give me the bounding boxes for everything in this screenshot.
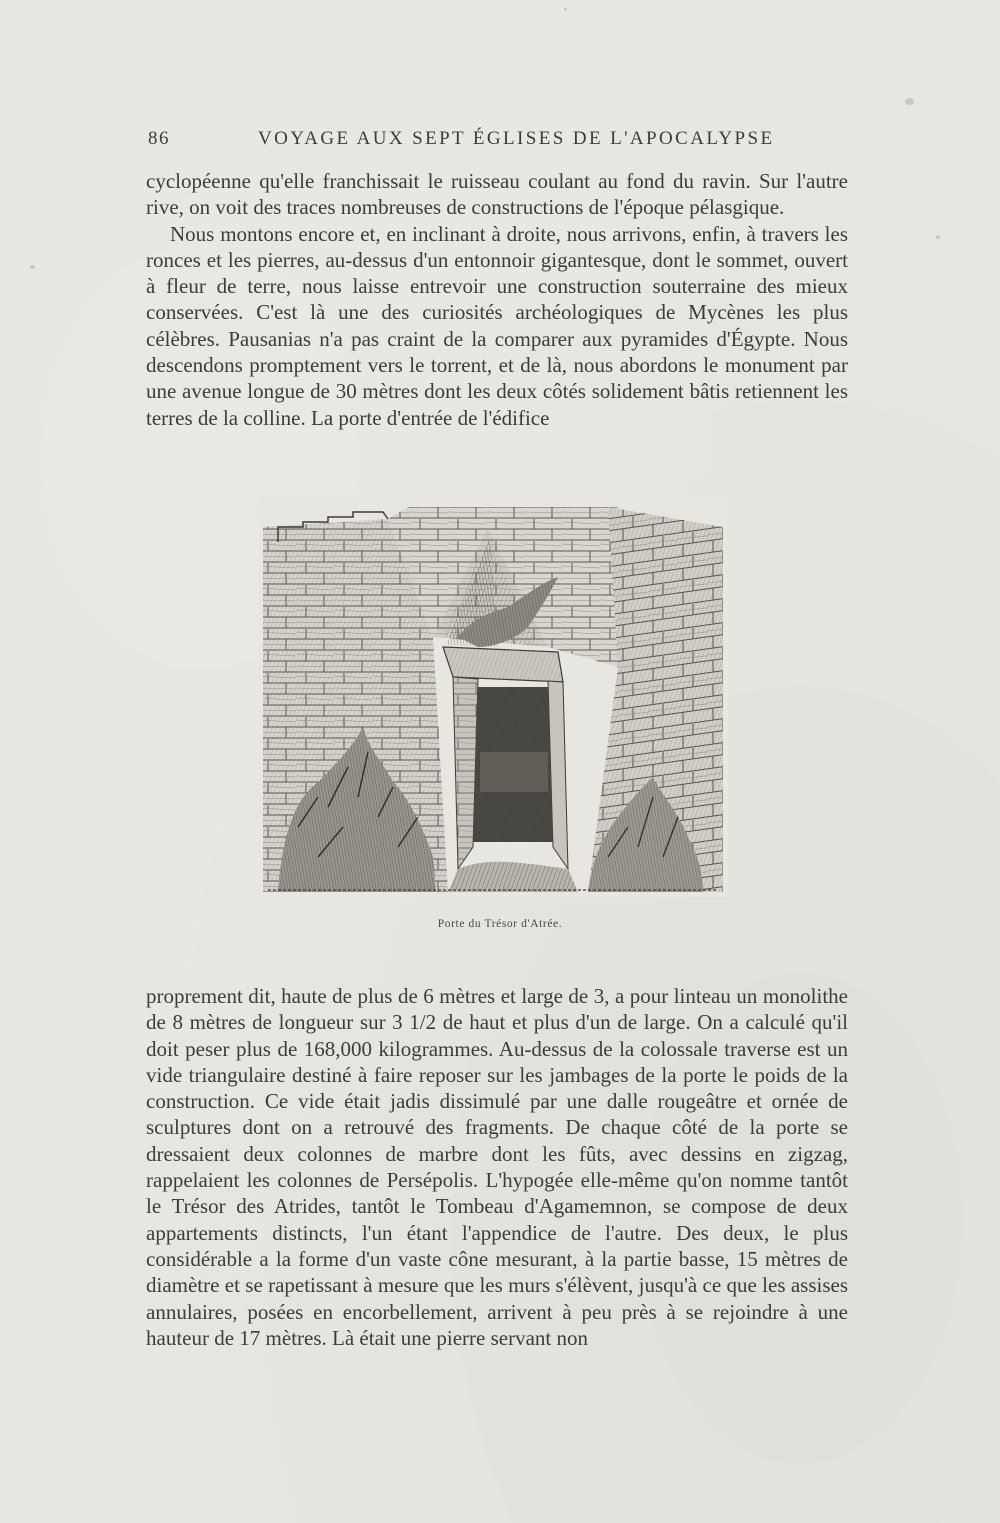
figure-caption: Porte du Trésor d'Atrée. bbox=[437, 918, 563, 930]
paragraph: Nous montons encore et, en inclinant à droite, nous arrivons, enfin, à travers les ronces et les pierres, au-dessus d'un entonnoir gigantesque, dont le sommet, ouvert à fleur de terre, nous laisse entrevoir une construction souterraine des mieux conservées. C'est là une des curiosités archéologiques de Mycènes les plus célèbres. Pausanias n'a pas craint de la comparer aux pyramides d'Égypte. Nous descendons promptement vers le torrent, et de là, nous abordons le monument par une avenue longue de 30 mètres dont les deux côtés solidement bâtis retiennent les terres de la colline. La porte d'entrée de l'édifice bbox=[146, 221, 848, 430]
paragraph: proprement dit, haute de plus de 6 mètres et large de 3, a pour linteau un monolithe de 8 mètres de longueur sur 3 1/2 de haut et plus d'un de large. On a calculé qu'il doit peser plus de 168,000 kilogrammes. Au-dessus de la colossale traverse est un vide triangulaire destiné à faire reposer sur les jambages de la porte le poids de la construction. Ce vide était jadis dissimulé par une dalle rougeâtre et ornée de sculptures dont on a retrouvé des fragments. De chaque côté de la porte se dressaient deux colonnes de marbre dont les fûts, avec dessins en zigzag, rappelaient les colonnes de Persépolis. L'hypogée elle-même qu'on nomme tantôt le Trésor des Atrides, tantôt le Tombeau d'Agamemnon, se compose de deux appartements distincts, l'un étant l'appendice de l'autre. Des deux, le plus considérable a la forme d'un vaste cône mesurant, à la partie basse, 15 mètres de diamètre et se rapetissant à mesure que les murs s'élèvent, jusqu'à ce que les assises annulaires, posées en encorbellement, arrivent à peu près à se rejoindre à une hauteur de 17 mètres. Là était une pierre servant non bbox=[146, 984, 848, 1350]
running-title: VOYAGE AUX SEPT ÉGLISES DE L'APOCALYPSE bbox=[258, 128, 775, 149]
paper-speck bbox=[564, 8, 567, 11]
engraving-illustration bbox=[258, 497, 728, 897]
paper-speck bbox=[30, 265, 35, 269]
body-text-bottom bbox=[146, 983, 848, 1351]
page-number: 86 bbox=[148, 128, 170, 149]
running-head bbox=[148, 128, 848, 158]
paper-speck bbox=[936, 235, 940, 239]
treasury-of-atreus-engraving bbox=[258, 497, 728, 897]
paper-speck bbox=[905, 98, 914, 105]
body-text-top bbox=[146, 168, 848, 431]
paragraph: cyclopéenne qu'elle franchissait le ruisseau coulant au fond du ravin. Sur l'autre rive, on voit des traces nombreuses de constructions de l'époque pélasgique. bbox=[146, 169, 848, 220]
